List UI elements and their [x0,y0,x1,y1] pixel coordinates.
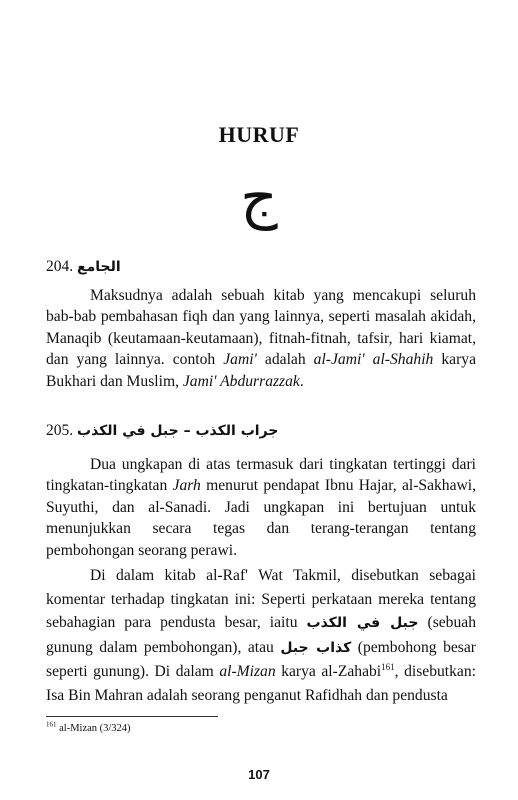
entry-number: 204. [46,258,74,275]
entry-205-title [46,420,278,442]
entry-205-paragraph-1: Dua ungkapan di atas termasuk dari tingkatan tertinggi dari tingkatan-tingkatan Jarh menurut pendapat Ibnu Hajar, al-Sakhawi, Suyuthi, dan al-Sanadi. Jadi ungkapan ini bertujuan untuk menunjukkan secara tegas dan terang-terangan tentang pembohongan seorang perawi. [46,456,476,559]
entry-205-paragraph-2: Di dalam kitab al-Raf' Wat Takmil, disebutkan sebagai komentar terhadap tingkatan ini: Seperti perkataan mereka tentang sebahagian para pendusta besar, iaitu جبل في الكذب (sebuah gunung dalam pembohongan), atau كذاب جبل (pembohong besar seperti gunung). Di dalam al-Mizan karya al-Zahabi$^{161}$, disebutkan: Isa Bin Mahran adalah seorang penganut Rafidhah dan pendusta [46,567,476,704]
footnote-divider [46,716,218,717]
entry-204-title [46,256,121,278]
entry-arabic-term: الجامع [77,259,121,275]
entry-arabic-term: جراب الكذب – جبل في الكذب [77,423,279,439]
entry-204-paragraph: Maksudnya adalah sebuah kitab yang mencakupi seluruh bab-bab pembahasan fiqh dan yang lainnya, seperti masalah akidah, Manaqib (keutamaan-keutamaan), fitnah-fitnah, tafsir, hari kiamat, dan yang lainnya. contoh Jami' adalah al-Jami' al-Shahih karya Bukhari dan Muslim, Jami' Abdurrazzak. [46,287,476,390]
section-heading: HURUF [218,122,300,147]
entry-number: 205. [46,422,74,439]
arabic-letter-jim: ج [240,163,278,231]
footnote-ref[interactable]: 161 [381,661,395,672]
page-number: 107 [248,767,270,782]
footnote: $^{161}$ al-Mizan (3/324) [46,720,131,734]
